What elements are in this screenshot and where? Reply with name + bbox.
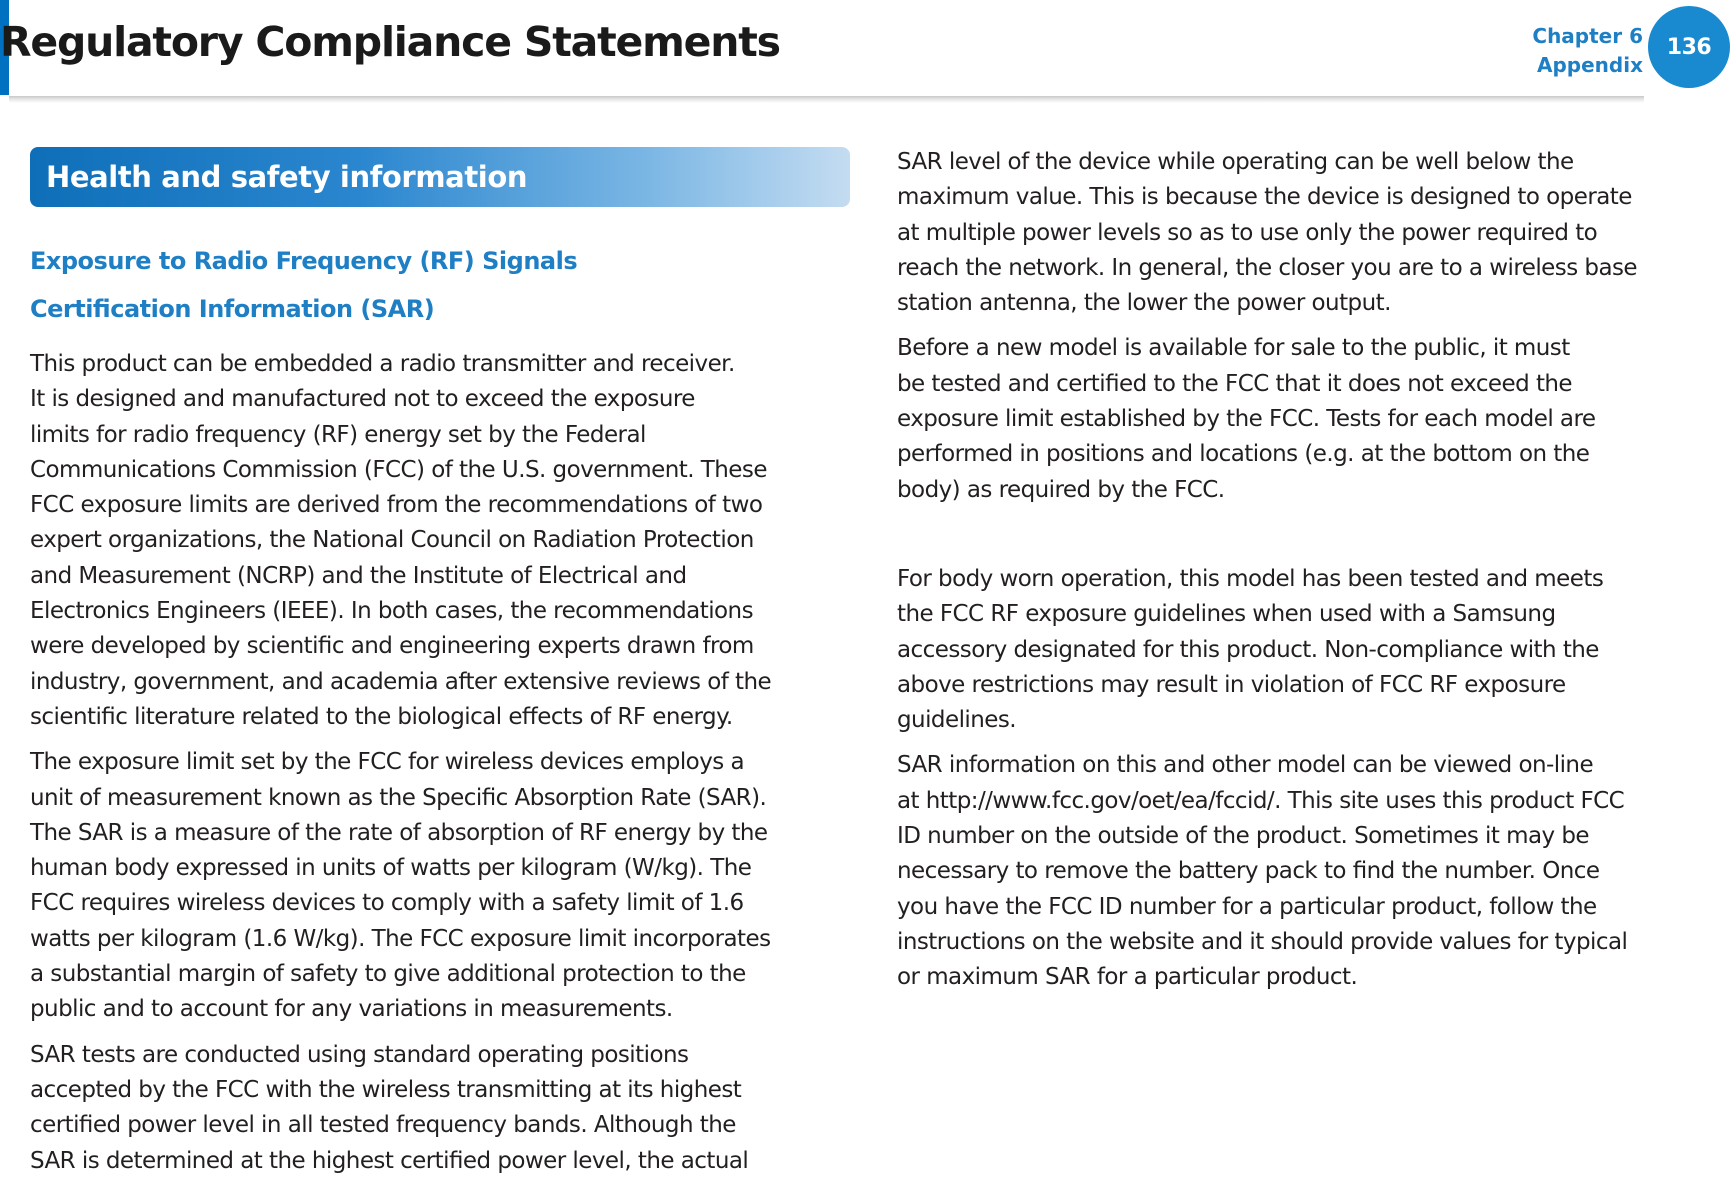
text-line: human body expressed in units of watts per kilogram (W/kg). The xyxy=(30,855,752,882)
text-line: maximum value. This is because the device is designed to operate xyxy=(897,184,1632,211)
text-line: station antenna, the lower the power output. xyxy=(897,290,1391,317)
text-line: expert organizations, the National Council on Radiation Protection xyxy=(30,527,754,554)
subheading-sar-certification: Certiﬁcation Information (SAR) xyxy=(30,295,435,323)
paragraph-spacer xyxy=(897,518,1727,562)
text-line: Communications Commission (FCC) of the U.S. government. These xyxy=(30,456,767,483)
paragraph xyxy=(897,562,1727,738)
subheading-rf-exposure: Exposure to Radio Frequency (RF) Signals xyxy=(30,247,578,275)
text-line: scientiﬁc literature related to the biological eﬀects of RF energy. xyxy=(30,703,733,730)
text-line: body) as required by the FCC. xyxy=(897,476,1225,503)
text-line: guidelines. xyxy=(897,707,1017,734)
page-title: Regulatory Compliance Statements xyxy=(0,18,780,66)
text-line: accessory designated for this product. Non-compliance with the xyxy=(897,636,1599,663)
paragraph xyxy=(30,347,860,735)
right-column xyxy=(897,145,1727,1006)
text-line: at multiple power levels so as to use only the power required to xyxy=(897,219,1598,246)
paragraph xyxy=(30,745,860,1027)
text-line: industry, government, and academia after extensive reviews of the xyxy=(30,668,772,695)
left-column xyxy=(30,347,860,1189)
text-line: instructions on the website and it should provide values for typical xyxy=(897,928,1628,955)
text-line: watts per kilogram (1.6 W/kg). The FCC exposure limit incorporates xyxy=(30,925,771,952)
text-line: the FCC RF exposure guidelines when used with a Samsung xyxy=(897,601,1556,628)
text-line: SAR level of the device while operating can be well below the xyxy=(897,149,1574,175)
text-line: at http://www.fcc.gov/oet/ea/fccid/. This site uses this product FCC xyxy=(897,787,1625,814)
text-line: Electronics Engineers (IEEE). In both cases, the recommendations xyxy=(30,598,754,625)
text-line: FCC requires wireless devices to comply with a safety limit of 1.6 xyxy=(30,890,744,917)
page-number-badge: 136 xyxy=(1648,6,1730,88)
text-line: a substantial margin of safety to give additional protection to the xyxy=(30,961,746,988)
text-line: were developed by scientiﬁc and engineering experts drawn from xyxy=(30,633,754,660)
text-line: SAR tests are conducted using standard operating positions xyxy=(30,1041,689,1068)
text-line: and Measurement (NCRP) and the Institute of Electrical and xyxy=(30,562,687,589)
text-line: For body worn operation, this model has been tested and meets xyxy=(897,565,1604,592)
text-line: or maximum SAR for a particular product. xyxy=(897,964,1358,991)
text-line: accepted by the FCC with the wireless transmitting at its highest xyxy=(30,1076,742,1103)
text-line: It is designed and manufactured not to exceed the exposure xyxy=(30,386,695,413)
paragraph xyxy=(897,331,1727,507)
text-line: SAR is determined at the highest certiﬁed power level, the actual xyxy=(30,1147,749,1174)
chapter-name: Appendix xyxy=(1537,53,1643,77)
paragraph xyxy=(897,748,1727,995)
text-line: above restrictions may result in violation of FCC RF exposure xyxy=(897,671,1566,698)
paragraph xyxy=(30,1038,860,1179)
text-line: The exposure limit set by the FCC for wireless devices employs a xyxy=(30,749,745,776)
text-line: SAR information on this and other model can be viewed on-line xyxy=(897,752,1594,779)
text-line: This product can be embedded a radio transmitter and receiver. xyxy=(30,351,735,377)
text-line: be tested and certiﬁed to the FCC that it does not exceed the xyxy=(897,370,1573,397)
text-line: unit of measurement known as the Speciﬁc Absorption Rate (SAR). xyxy=(30,784,767,811)
text-line: limits for radio frequency (RF) energy set by the Federal xyxy=(30,421,646,448)
text-line: Before a new model is available for sale to the public, it must xyxy=(897,335,1570,362)
text-line: exposure limit established by the FCC. Tests for each model are xyxy=(897,406,1596,433)
text-line: FCC exposure limits are derived from the recommendations of two xyxy=(30,492,763,519)
text-line: public and to account for any variations in measurements. xyxy=(30,996,673,1023)
text-line: certiﬁed power level in all tested frequency bands. Although the xyxy=(30,1112,736,1139)
paragraph xyxy=(897,145,1727,321)
chapter-number: Chapter 6 xyxy=(1532,24,1643,48)
chapter-label xyxy=(1532,22,1643,80)
text-line: performed in positions and locations (e.g. at the bottom on the xyxy=(897,441,1590,468)
header-divider xyxy=(9,96,1644,103)
text-line: reach the network. In general, the closer you are to a wireless base xyxy=(897,254,1638,281)
text-line: you have the FCC ID number for a particular product, follow the xyxy=(897,893,1597,920)
section-banner: Health and safety information xyxy=(30,147,850,207)
text-line: The SAR is a measure of the rate of absorption of RF energy by the xyxy=(30,819,768,846)
text-line: necessary to remove the battery pack to ﬁnd the number. Once xyxy=(897,858,1600,885)
text-line: ID number on the outside of the product. Sometimes it may be xyxy=(897,823,1589,850)
